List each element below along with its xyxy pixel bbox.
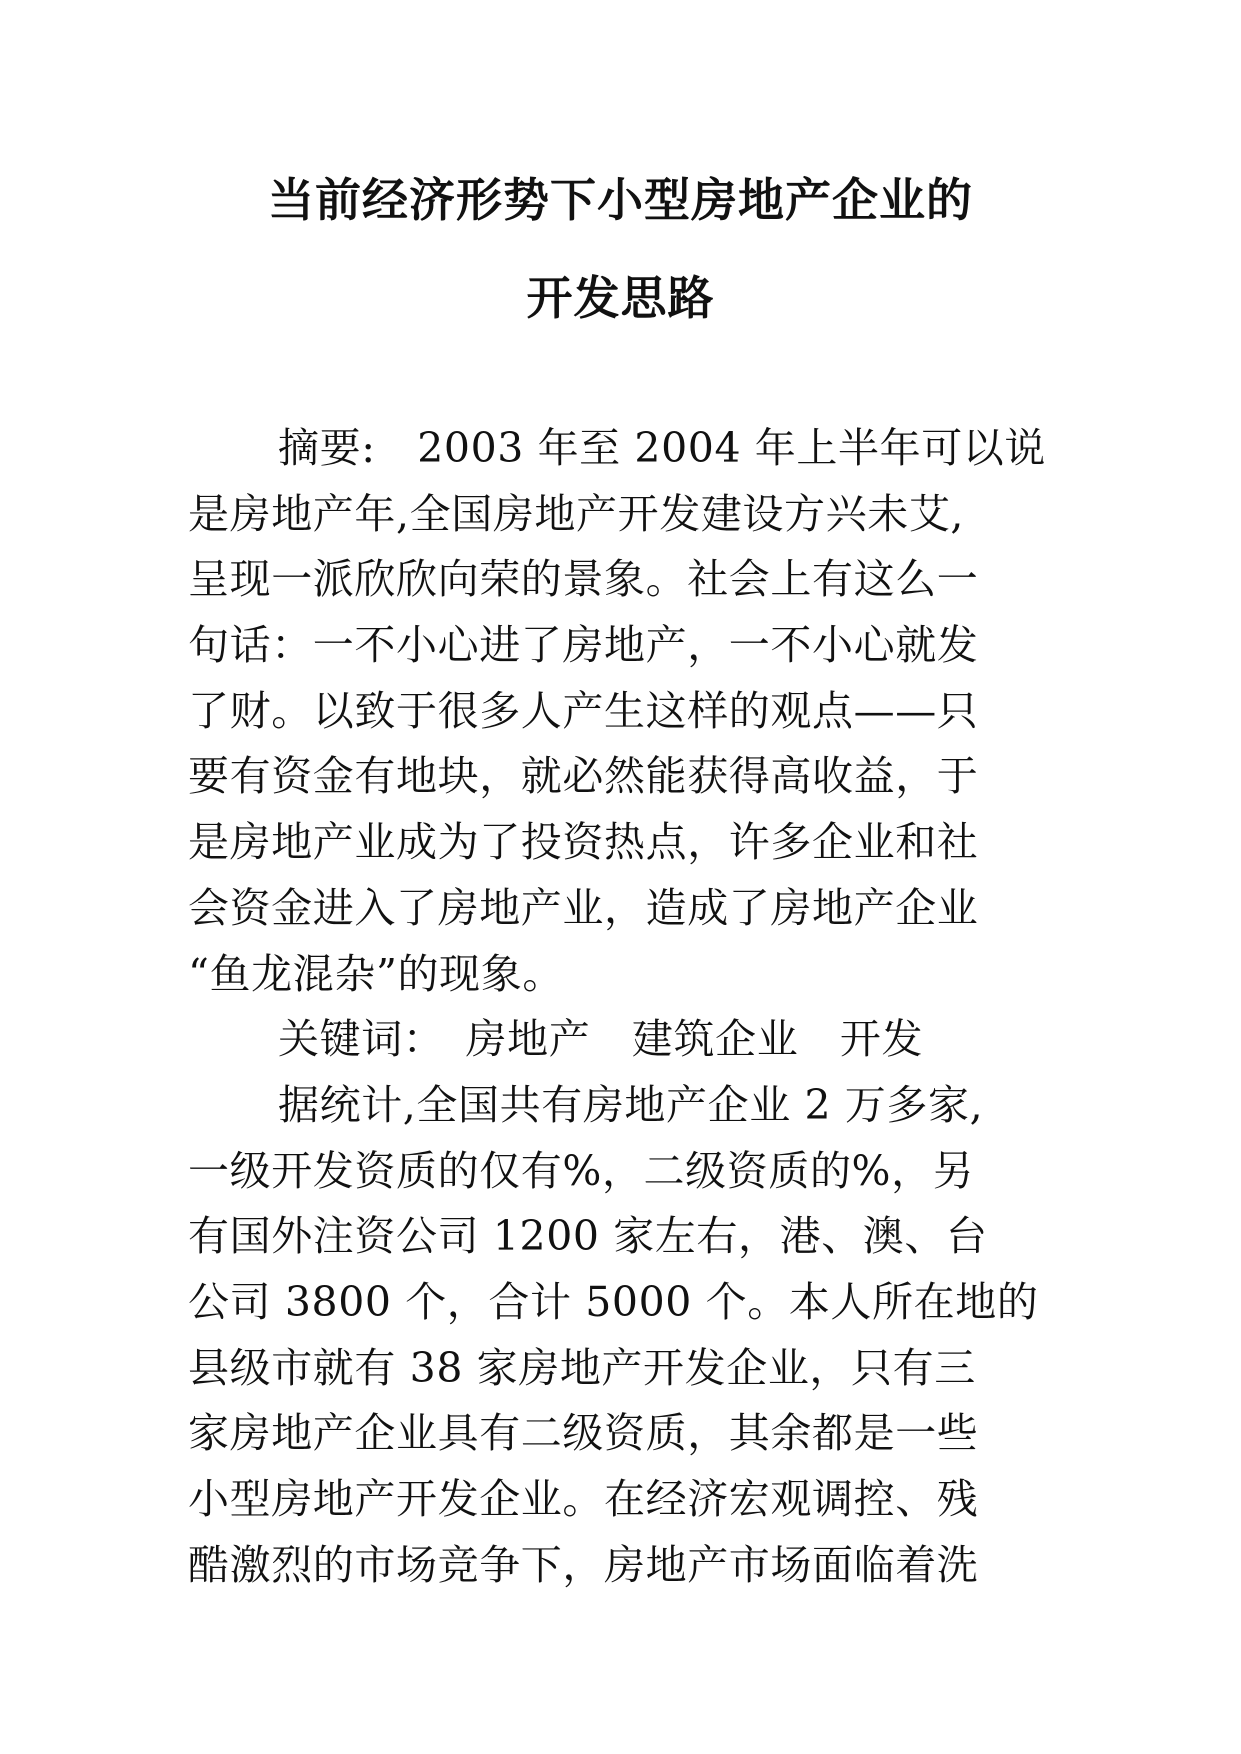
abstract-line: 句话：一不小心进了房地产，一不小心就发 bbox=[188, 621, 979, 670]
paragraph-line: 家房地产企业具有二级资质，其余都是一些 bbox=[188, 1409, 979, 1458]
document-body bbox=[188, 416, 1056, 1598]
paragraph-line: 公司 3800 个，合计 5000 个。本人所在地的 bbox=[188, 1277, 1039, 1326]
abstract-line: 呈现一派欣欣向荣的景象。社会上有这么一 bbox=[188, 555, 979, 604]
keywords-line: 关键词： 房地产 建筑企业 开发 bbox=[278, 1015, 924, 1064]
document-title-line-1: 当前经济形势下小型房地产企业的 bbox=[268, 173, 973, 227]
paragraph-line: 有国外注资公司 1200 家左右，港、澳、台 bbox=[188, 1212, 988, 1261]
paragraph-line: 酷激烈的市场竞争下，房地产市场面临着洗 bbox=[188, 1540, 979, 1589]
abstract-line: 摘要: 2003 年至 2004 年上半年可以说 bbox=[278, 424, 1046, 472]
paragraph-line: 小型房地产开发企业。在经济宏观调控、残 bbox=[188, 1475, 979, 1523]
abstract-line: 是房地产年,全国房地产开发建设方兴未艾, bbox=[188, 489, 965, 538]
abstract-line: 要有资金有地块，就必然能获得高收益，于 bbox=[188, 752, 979, 801]
abstract-line: 会资金进入了房地产业，造成了房地产企业 bbox=[188, 883, 979, 932]
paragraph-line: 据统计,全国共有房地产企业 2 万多家, bbox=[278, 1080, 984, 1129]
paragraph-line: 县级市就有 38 家房地产开发企业，只有三 bbox=[188, 1343, 976, 1392]
abstract-line: 了财。以致于很多人产生这样的观点——只 bbox=[188, 686, 979, 735]
paragraph-line: 一级开发资质的仅有%，二级资质的%，另 bbox=[188, 1146, 975, 1195]
abstract-line: “鱼龙混杂”的现象。 bbox=[188, 949, 564, 998]
document-title-line-2: 开发思路 bbox=[526, 271, 715, 325]
abstract-line: 是房地产业成为了投资热点，许多企业和社 bbox=[188, 818, 979, 867]
